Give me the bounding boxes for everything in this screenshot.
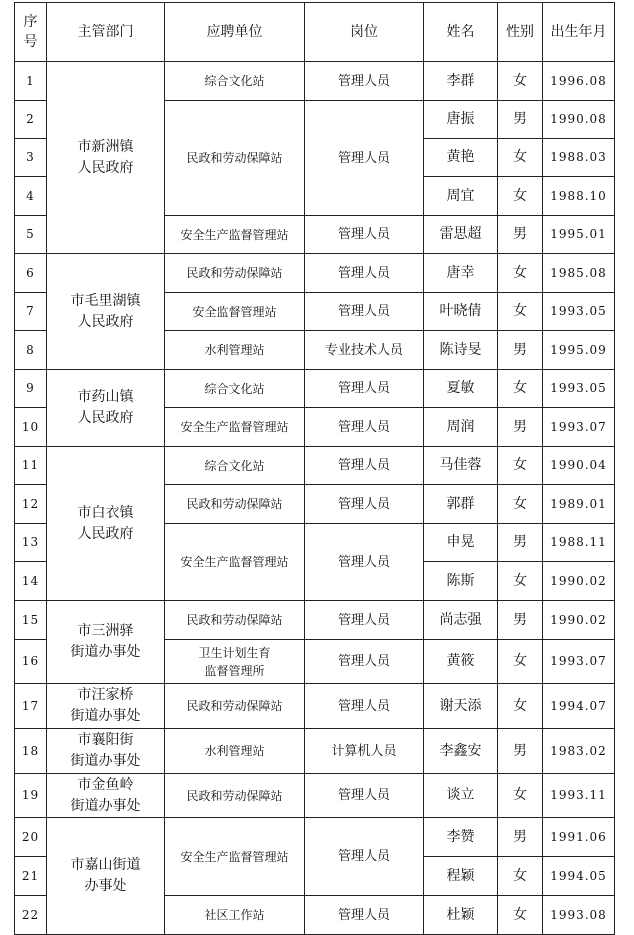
- cell-no: 12: [15, 485, 47, 524]
- cell-unit-line: 水利管理站: [204, 343, 265, 357]
- table-row: [15, 62, 615, 101]
- cell-birth: 1989.01: [543, 485, 615, 524]
- table-row: [15, 818, 615, 857]
- cell-birth: 1990.04: [543, 447, 615, 485]
- cell-gender: 男: [498, 331, 543, 370]
- cell-name: 马佳蓉: [424, 447, 498, 485]
- cell-dept: [47, 62, 165, 254]
- cell-gender: 女: [498, 896, 543, 935]
- cell-unit: [165, 601, 305, 640]
- cell-name: 叶晓倩: [424, 293, 498, 331]
- cell-dept: [47, 684, 165, 729]
- cell-name: 周润: [424, 408, 498, 447]
- cell-dept-line: 市白衣镇: [77, 504, 134, 521]
- cell-gender: 男: [498, 101, 543, 139]
- cell-dept: [47, 818, 165, 935]
- cell-unit: [165, 331, 305, 370]
- cell-name: 谢天添: [424, 684, 498, 729]
- cell-dept-line: 市新洲镇: [77, 138, 134, 155]
- cell-dept-line: 市药山镇: [77, 389, 134, 405]
- cell-birth: 1988.10: [543, 177, 615, 216]
- cell-birth: 1993.05: [543, 293, 615, 331]
- cell-birth: 1983.02: [543, 729, 615, 774]
- table-row: [15, 370, 615, 408]
- cell-unit-line: 安全生产监督管理站: [180, 555, 289, 569]
- cell-position: 管理人员: [305, 601, 424, 640]
- cell-gender: 女: [498, 254, 543, 293]
- cell-dept-line: 市嘉山街道: [70, 857, 141, 873]
- cell-position: 管理人员: [305, 684, 424, 729]
- cell-dept-line: 人民政府: [77, 159, 134, 176]
- cell-birth: 1996.08: [543, 62, 615, 101]
- cell-no: 8: [15, 331, 47, 370]
- cell-name: 郭群: [424, 485, 498, 524]
- cell-name: 陈诗旻: [424, 331, 498, 370]
- cell-dept-line: 街道办事处: [70, 797, 141, 814]
- cell-unit: [165, 818, 305, 896]
- cell-birth: 1993.08: [543, 896, 615, 935]
- cell-birth: 1994.05: [543, 857, 615, 896]
- cell-position: 管理人员: [305, 62, 424, 101]
- cell-unit: [165, 447, 305, 485]
- cell-position: 管理人员: [305, 818, 424, 896]
- cell-gender: 女: [498, 485, 543, 524]
- cell-gender: 男: [498, 408, 543, 447]
- cell-birth: 1990.08: [543, 101, 615, 139]
- cell-dept-line: 街道办事处: [70, 708, 141, 724]
- cell-name: 申晃: [424, 524, 498, 562]
- cell-gender: 女: [498, 447, 543, 485]
- cell-unit-line: 民政和劳动保障站: [186, 788, 283, 803]
- cell-unit: [165, 370, 305, 408]
- cell-dept-line: 街道办事处: [70, 753, 141, 769]
- cell-name: 黄艳: [424, 139, 498, 177]
- cell-position: 管理人员: [305, 293, 424, 331]
- cell-no: 20: [15, 818, 47, 857]
- cell-no: 19: [15, 774, 47, 818]
- cell-gender: 女: [498, 139, 543, 177]
- cell-gender: 男: [498, 818, 543, 857]
- cell-no: 10: [15, 408, 47, 447]
- cell-dept: [47, 370, 165, 447]
- cell-birth: 1990.02: [543, 562, 615, 601]
- table-row: [15, 729, 615, 774]
- cell-no: 7: [15, 293, 47, 331]
- cell-position: 管理人员: [305, 447, 424, 485]
- cell-dept: [47, 447, 165, 601]
- cell-dept-line: 街道办事处: [70, 644, 141, 660]
- cell-dept-line: 市毛里湖镇: [70, 292, 141, 309]
- cell-unit-line: 社区工作站: [204, 908, 265, 922]
- cell-unit: [165, 293, 305, 331]
- table-row: [15, 254, 615, 293]
- cell-birth: 1991.06: [543, 818, 615, 857]
- cell-gender: 男: [498, 216, 543, 254]
- cell-name: 谈立: [424, 774, 498, 818]
- cell-position: 管理人员: [305, 640, 424, 684]
- cell-unit-line: 安全监督管理站: [192, 304, 277, 319]
- header-position: 岗位: [305, 3, 424, 62]
- cell-no: 11: [15, 447, 47, 485]
- cell-unit-line: 卫生计划生育: [198, 645, 271, 660]
- cell-unit: [165, 729, 305, 774]
- cell-name: 李赞: [424, 818, 498, 857]
- cell-unit: [165, 62, 305, 101]
- cell-gender: 男: [498, 729, 543, 774]
- header-birth: 出生年月: [543, 3, 615, 62]
- cell-unit: [165, 101, 305, 216]
- cell-name: 李群: [424, 62, 498, 101]
- cell-name: 杜颖: [424, 896, 498, 935]
- cell-unit-line: 安全生产监督管理站: [180, 420, 289, 434]
- cell-name: 黄筱: [424, 640, 498, 684]
- cell-gender: 女: [498, 640, 543, 684]
- cell-dept: [47, 774, 165, 818]
- cell-birth: 1993.07: [543, 640, 615, 684]
- recruitment-table: [14, 2, 615, 935]
- cell-unit-line: 民政和劳动保障站: [186, 151, 283, 165]
- cell-unit: [165, 896, 305, 935]
- cell-name: 夏敏: [424, 370, 498, 408]
- cell-gender: 男: [498, 524, 543, 562]
- cell-birth: 1993.07: [543, 408, 615, 447]
- header-row: [15, 3, 615, 62]
- cell-no: 22: [15, 896, 47, 935]
- cell-position: 管理人员: [305, 896, 424, 935]
- table-row: [15, 601, 615, 640]
- cell-name: 唐幸: [424, 254, 498, 293]
- cell-dept-line: 市金鱼岭: [77, 776, 134, 793]
- cell-position: 管理人员: [305, 370, 424, 408]
- cell-position: 专业技术人员: [305, 331, 424, 370]
- cell-no: 3: [15, 139, 47, 177]
- cell-gender: 女: [498, 293, 543, 331]
- cell-name: 周宜: [424, 177, 498, 216]
- cell-gender: 女: [498, 177, 543, 216]
- header-dept: 主管部门: [47, 3, 165, 62]
- cell-no: 2: [15, 101, 47, 139]
- cell-no: 18: [15, 729, 47, 774]
- cell-unit-line: 综合文化站: [204, 381, 265, 396]
- cell-birth: 1995.09: [543, 331, 615, 370]
- cell-birth: 1985.08: [543, 254, 615, 293]
- cell-birth: 1993.11: [543, 774, 615, 818]
- cell-unit: [165, 524, 305, 601]
- cell-position: 管理人员: [305, 524, 424, 601]
- cell-birth: 1988.11: [543, 524, 615, 562]
- cell-unit-line: 安全生产监督管理站: [180, 227, 289, 242]
- cell-unit: [165, 254, 305, 293]
- cell-no: 5: [15, 216, 47, 254]
- cell-no: 15: [15, 601, 47, 640]
- header-unit: 应聘单位: [165, 3, 305, 62]
- cell-unit: [165, 485, 305, 524]
- cell-gender: 女: [498, 684, 543, 729]
- cell-gender: 女: [498, 370, 543, 408]
- cell-no: 21: [15, 857, 47, 896]
- cell-no: 1: [15, 62, 47, 101]
- cell-gender: 女: [498, 562, 543, 601]
- cell-position: 计算机人员: [305, 729, 424, 774]
- cell-position: 管理人员: [305, 216, 424, 254]
- cell-no: 17: [15, 684, 47, 729]
- cell-no: 6: [15, 254, 47, 293]
- cell-gender: 女: [498, 62, 543, 101]
- header-name: 姓名: [424, 3, 498, 62]
- cell-name: 雷思超: [424, 216, 498, 254]
- cell-no: 9: [15, 370, 47, 408]
- cell-no: 14: [15, 562, 47, 601]
- cell-unit-line: 民政和劳动保障站: [186, 613, 283, 627]
- cell-unit: [165, 684, 305, 729]
- cell-name: 陈斯: [424, 562, 498, 601]
- table-row: [15, 774, 615, 818]
- cell-unit-line: 民政和劳动保障站: [186, 497, 283, 511]
- cell-dept-line: 市襄阳街: [77, 732, 134, 748]
- cell-name: 程颖: [424, 857, 498, 896]
- cell-dept: [47, 254, 165, 370]
- cell-name: 唐振: [424, 101, 498, 139]
- cell-unit: [165, 216, 305, 254]
- cell-unit: [165, 774, 305, 818]
- cell-position: 管理人员: [305, 408, 424, 447]
- header-gender: 性别: [498, 3, 543, 62]
- cell-name: 李鑫安: [424, 729, 498, 774]
- cell-position: 管理人员: [305, 774, 424, 818]
- cell-unit-line: 监督管理所: [204, 663, 265, 678]
- cell-unit-line: 综合文化站: [204, 458, 265, 473]
- cell-dept-line: 人民政府: [77, 525, 134, 542]
- cell-name: 尚志强: [424, 601, 498, 640]
- cell-dept-line: 人民政府: [77, 313, 134, 330]
- cell-gender: 女: [498, 774, 543, 818]
- cell-unit-line: 水利管理站: [204, 744, 265, 758]
- cell-dept-line: 办事处: [84, 878, 127, 894]
- cell-no: 4: [15, 177, 47, 216]
- cell-birth: 1993.05: [543, 370, 615, 408]
- cell-position: 管理人员: [305, 485, 424, 524]
- cell-birth: 1994.07: [543, 684, 615, 729]
- cell-dept: [47, 601, 165, 684]
- cell-unit-line: 民政和劳动保障站: [186, 699, 283, 713]
- cell-unit-line: 安全生产监督管理站: [180, 849, 289, 864]
- cell-dept: [47, 729, 165, 774]
- cell-birth: 1995.01: [543, 216, 615, 254]
- cell-gender: 女: [498, 857, 543, 896]
- cell-unit-line: 民政和劳动保障站: [186, 266, 283, 280]
- table-row: [15, 447, 615, 485]
- header-no: 序 号: [15, 3, 47, 62]
- cell-unit: [165, 640, 305, 684]
- table-row: [15, 684, 615, 729]
- cell-unit: [165, 408, 305, 447]
- cell-dept-line: 市三洲驿: [77, 623, 134, 639]
- cell-birth: 1988.03: [543, 139, 615, 177]
- cell-birth: 1990.02: [543, 601, 615, 640]
- cell-dept-line: 人民政府: [77, 410, 134, 426]
- cell-dept-line: 市汪家桥: [77, 687, 134, 703]
- cell-no: 16: [15, 640, 47, 684]
- cell-position: 管理人员: [305, 101, 424, 216]
- cell-no: 13: [15, 524, 47, 562]
- cell-gender: 男: [498, 601, 543, 640]
- cell-unit-line: 综合文化站: [204, 74, 265, 88]
- cell-position: 管理人员: [305, 254, 424, 293]
